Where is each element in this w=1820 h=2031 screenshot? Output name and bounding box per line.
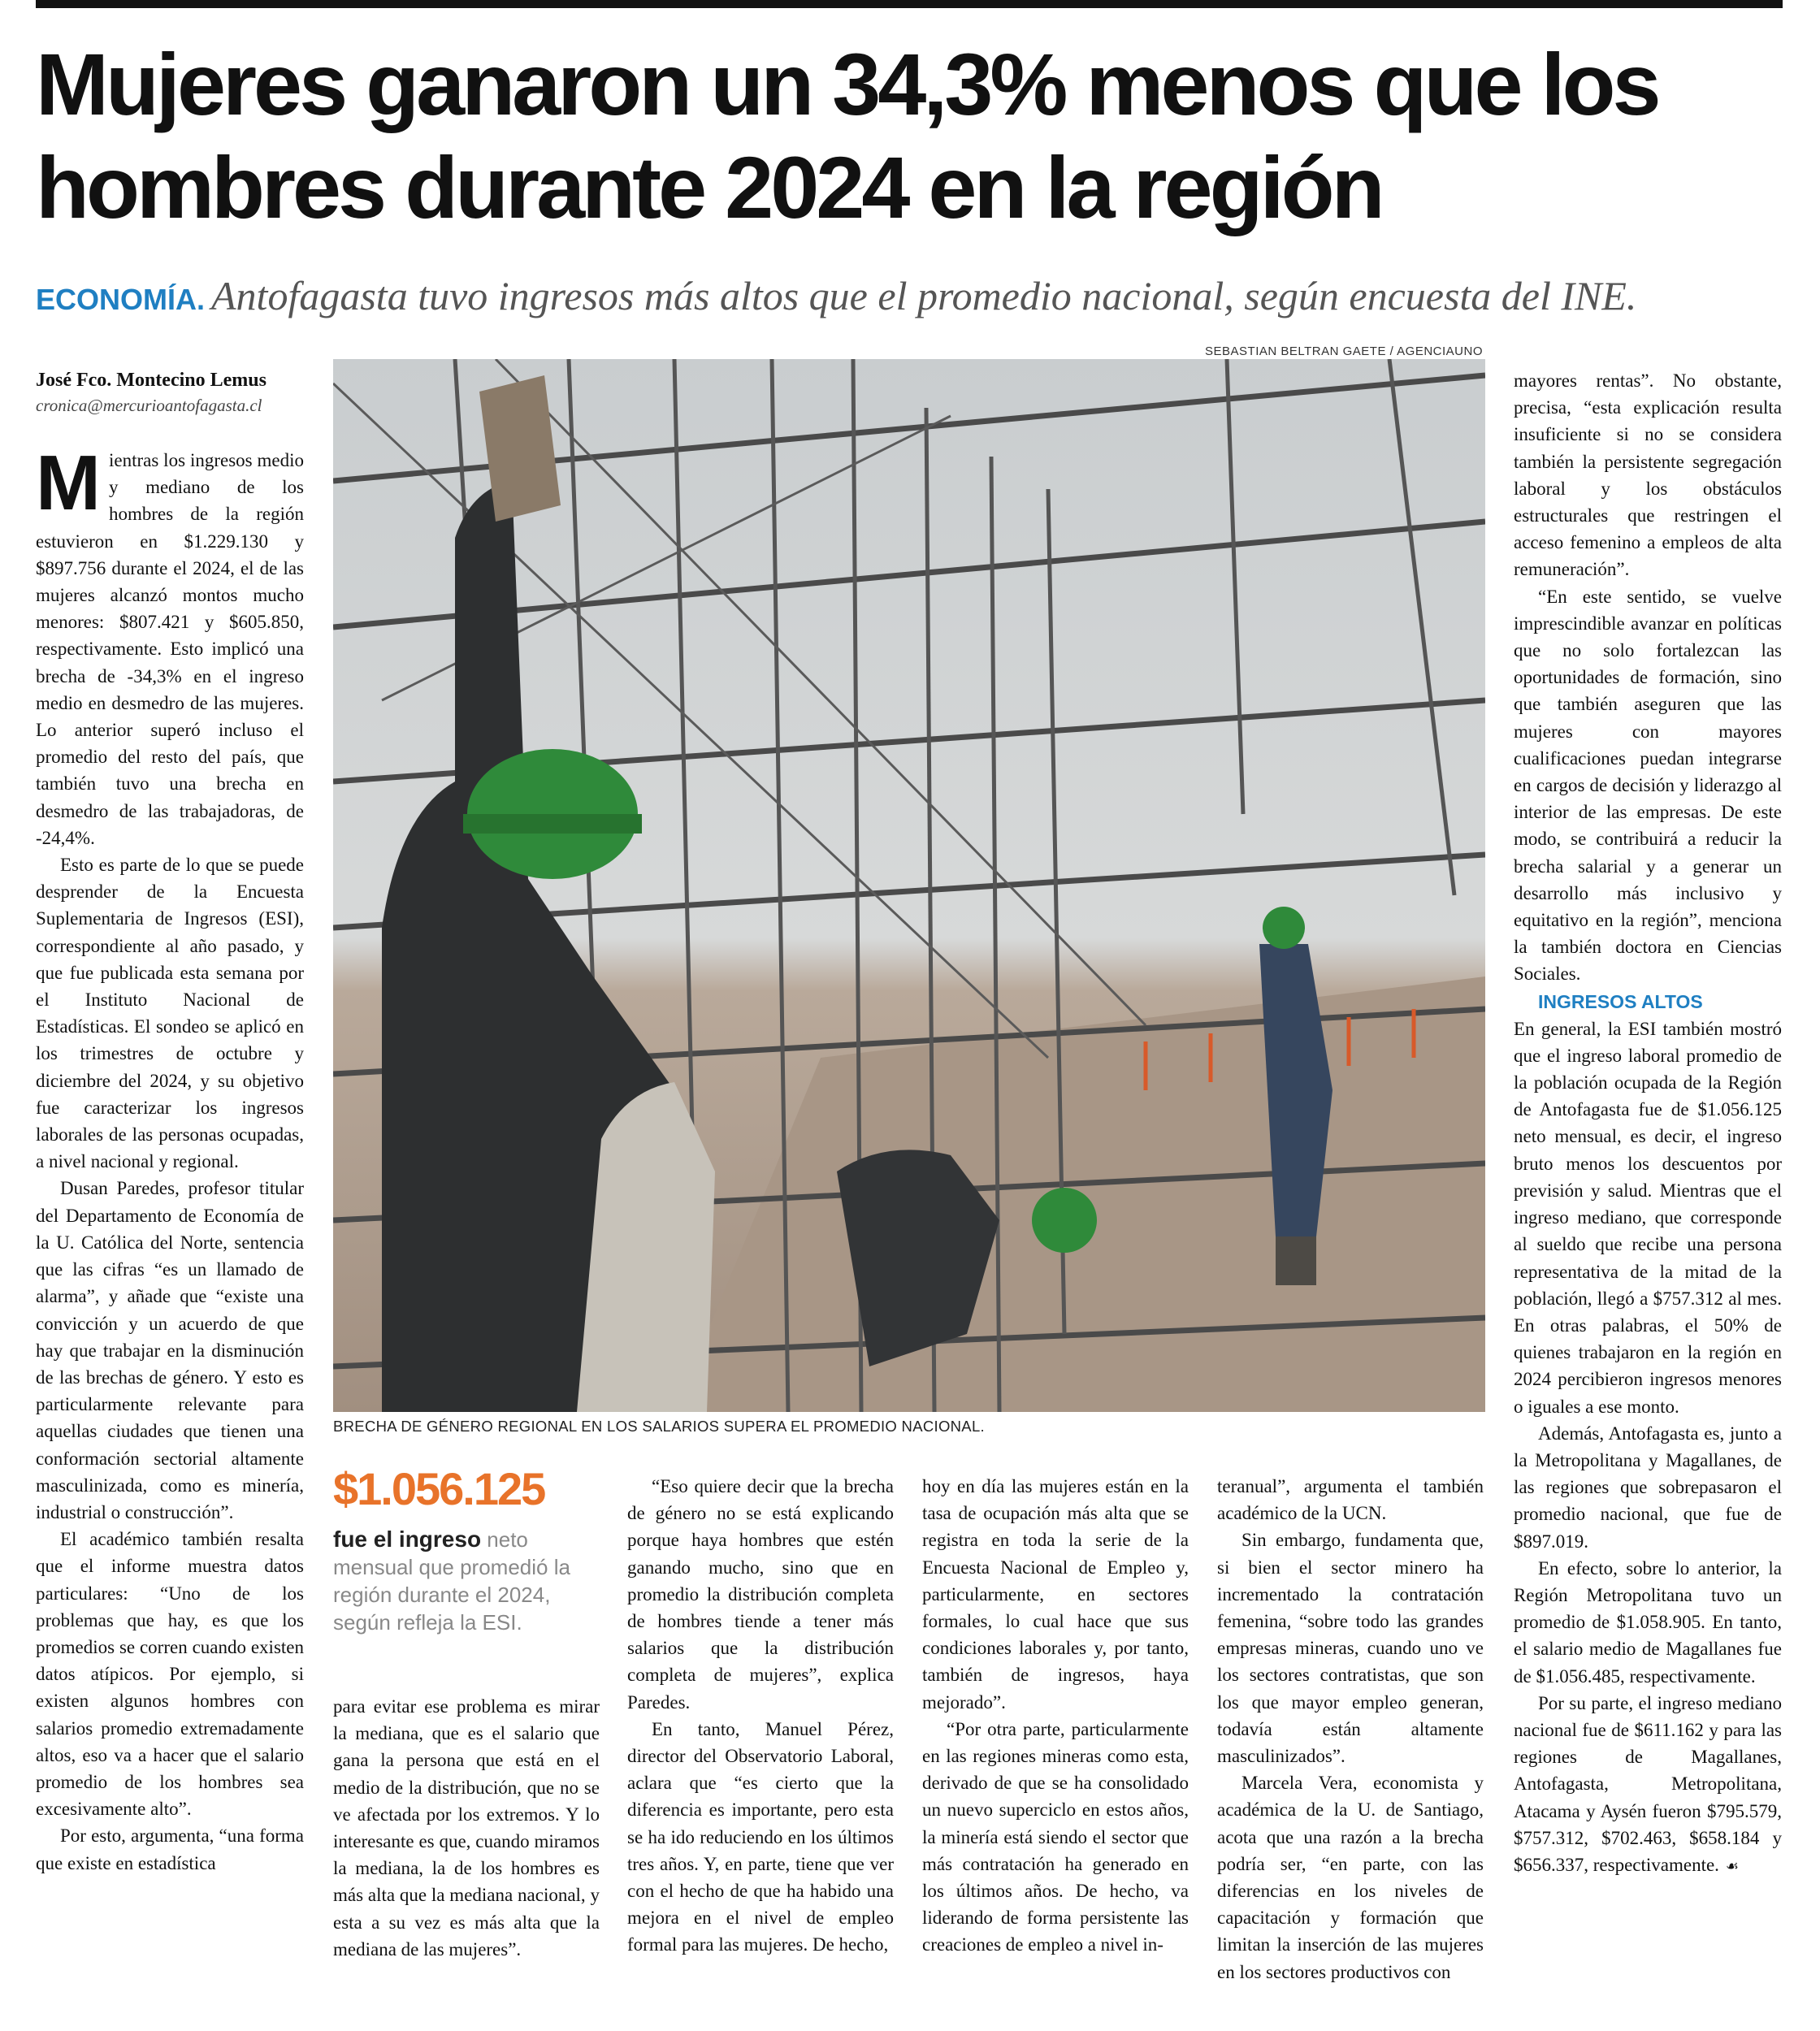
paragraph (1514, 1690, 1782, 1880)
paragraph: En tanto, Manuel Pérez, director del Observatorio Laboral, aclara que “es cierto que la diferencia es importante, pero esta se ha ido reduciendo en los últimos tres años. Y, en parte, tiene que ver con el hecho de que ha habido una mejora en el nivel de empleo formal para las mujeres. De hecho, (627, 1718, 894, 1955)
article-column-1 (36, 440, 304, 1877)
article-column-3 (627, 1473, 894, 1959)
paragraph: “Por otra parte, particularmente en las regiones mineras como esta, derivado de que se ha consolidado un nuevo superciclo en estos años, la minería está siendo el sector que más contratación ha generado en los últimos años. De hecho, va liderando de forma persistente las creaciones de empleo a nivel in- (922, 1718, 1189, 1955)
paragraph: hoy en día las mujeres están en la tasa de ocupación más alta que se registra en toda la serie de la Encuesta Nacional de Empleo y, particularmente, en sectores formales, lo cual hace que sus condiciones laborales y, por tanto, también de ingresos, haya mejorado”. (922, 1476, 1189, 1713)
end-mark-icon: ☙ (1725, 1857, 1740, 1874)
paragraph: Esto es parte de lo que se puede desprender de la Encuesta Suplementaria de Ingresos (ESI), correspondiente al año pasado, y que fue publicada esta semana por el Instituto Nacional de Estadísticas. El sondeo se aplicó en los trimestres de octubre y diciembre del 2024, y su objetivo fue caracterizar los ingresos laborales de las personas ocupadas, a nivel nacional y regional. (36, 855, 304, 1172)
paragraph: Además, Antofagasta es, junto a la Metropolitana y Magallanes, de las regiones que sobrepasaron el promedio nacional, que fue de $897.019. (1514, 1423, 1782, 1552)
paragraph: mayores rentas”. No obstante, precisa, “esta explicación resulta insuficiente si no se considera también la persistente segregación laboral y los obstáculos estructurales que restringen el acceso femenino a empleos de alta remuneración”. (1514, 370, 1782, 580)
highlight-lead: fue el ingreso (333, 1526, 482, 1552)
article-column-5 (1217, 1473, 1484, 1986)
article-column-6 (1514, 367, 1782, 1880)
photo-caption: BRECHA DE GÉNERO REGIONAL EN LOS SALARIOS SUPERA EL PROMEDIO NACIONAL. (333, 1418, 985, 1435)
paragraph-text: ientras los ingresos medio y mediano de los hombres de la región estuvieron en $1.229.130 y $897.756 durante el 2024, el de las mujeres alcanzó montos mucho menores: $807.421 y $605.850, respectivamente. Esto implicó una brecha de -34,3% en el ingreso medio en desmedro de las mujeres. Lo anterior superó incluso el promedio del resto del país, que también tuvo una brecha en desmedro de las trabajadoras, de -24,4%. (36, 450, 304, 848)
subheadline-text: Antofagasta tuvo ingresos más altos que el promedio nacional, según encuesta del INE. (211, 273, 1637, 318)
paragraph: En efecto, sobre lo anterior, la Región Metropolitana tuvo un promedio de $1.058.905. En tanto, el salario medio de Magallanes fue de $1.056.485, respectivamente. (1514, 1557, 1782, 1687)
paragraph: Por esto, argumenta, “una forma que existe en estadística (36, 1825, 304, 1873)
highlight-figure: $1.056.125 (333, 1463, 545, 1514)
paragraph: El académico también resalta que el informe muestra datos particulares: “Uno de los problemas que hay, es que los promedios se corren cuando existen datos atípicos. Por ejemplo, si existen algunos hombres con salarios promedio extremadamente altos, eso va a hacer que el salario promedio de los hombres sea excesivamente alto”. (36, 1529, 304, 1820)
highlight-text (333, 1526, 592, 1636)
paragraph: En general, la ESI también mostró que el ingreso laboral promedio de la población ocupada de la Región de Antofagasta fue de $1.056.125 neto mensual, es decir, el ingreso bruto menos los descuentos por previsión y salud. Mientras que el ingreso mediano, que corresponde al sueldo que recibe una persona representativa de la mitad de la población, llegó a $757.312 al mes. En otras palabras, el 50% de quienes trabajaron en la región en 2024 percibieron ingresos menores o iguales a ese monto. (1514, 1018, 1782, 1417)
paragraph (36, 440, 304, 851)
paragraph: teranual”, argumenta el también académico de la UCN. (1217, 1476, 1484, 1524)
paragraph: “Eso quiere decir que la brecha de género no se está explicando porque haya hombres que estén ganando mucho, sino que en promedio la distribución completa de hombres tiende a tener más salarios que la distribución completa de mujeres”, explica Paredes. (627, 1476, 894, 1713)
subheadline (36, 272, 1783, 319)
headline: Mujeres ganaron un 34,3% menos que los hombres durante 2024 en la región (36, 35, 1658, 236)
article-column-4 (922, 1473, 1189, 1959)
top-rule (36, 0, 1783, 8)
paragraph: Marcela Vera, economista y académica de la U. de Santiago, acota que una razón a la brecha podría ser, “en parte, con las diferencias en los niveles de capacitación y formación que limitan la inserción de las mujeres en los sectores productivos con (1217, 1773, 1484, 1982)
paragraph-text: Por su parte, el ingreso mediano nacional fue de $611.162 y para las regiones de Magallanes, Antofagasta, Metropolitana, Atacama y Aysén fueron $795.579, $757.312, $702.463, $658.184 y $656.337, respectivamente. (1514, 1692, 1782, 1875)
article-column-2 (333, 1693, 600, 1963)
paragraph: Sin embargo, fundamenta que, si bien el sector minero ha incrementado la contratación femenina, “sobre todo las grandes empresas mineras, cuando uno ve los sectores contratistas, que son los que mayor empleo generan, todavía están altamente masculinizados”. (1217, 1530, 1484, 1767)
author-name: José Fco. Montecino Lemus (36, 370, 266, 391)
photo-credit: SEBASTIAN BELTRAN GAETE / AGENCIAUNO (1205, 344, 1483, 358)
article-photo (333, 359, 1485, 1412)
paragraph: “En este sentido, se vuelve imprescindible avanzar en políticas que no solo fortalezcan las oportunidades de formación, sino que también aseguren que las mujeres con mayores cualificaciones puedan integrarse en cargos de decisión y liderazgo al interior de las empresas. De este modo, se contribuirá a reducir la brecha salarial y a generar un desarrollo más inclusivo y equitativo en la región”, menciona la también doctora en Ciencias Sociales. (1514, 586, 1782, 985)
highlight-box (333, 1462, 592, 1636)
highlight-body: neto mensual que promedió la región durante el 2024, según refleja la ESI. (333, 1527, 570, 1635)
paragraph: Dusan Paredes, profesor titular del Departamento de Economía de la U. Católica del Norte, sentencia que las cifras “es un llamado de alarma”, y añade que “existe una convicción y un acuerdo de que hay que trabajar en la disminución de las brechas de género. Y esto es particularmente relevante para aquellas ciudades que tienen una conformación sectorial altamente masculinizada, como es minería, industrial o construcción”. (36, 1178, 304, 1522)
byline (36, 367, 304, 418)
section-tag: ECONOMÍA. (36, 283, 206, 316)
construction-rebar-photo (333, 359, 1485, 1412)
author-email[interactable]: cronica@mercurioantofagasta.cl (36, 396, 262, 415)
paragraph: para evitar ese problema es mirar la mediana, que es el salario que gana la persona que está en el medio de la distribución, que no se ve afectada por los extremos. Y lo interesante es que, cuando miramos la mediana, la de los hombres es más alta que la mediana nacional, y esta a su vez es más alta que la mediana de las mujeres”. (333, 1696, 600, 1960)
section-subheading: INGRESOS ALTOS (1538, 990, 1703, 1012)
drop-cap: M (36, 440, 101, 526)
